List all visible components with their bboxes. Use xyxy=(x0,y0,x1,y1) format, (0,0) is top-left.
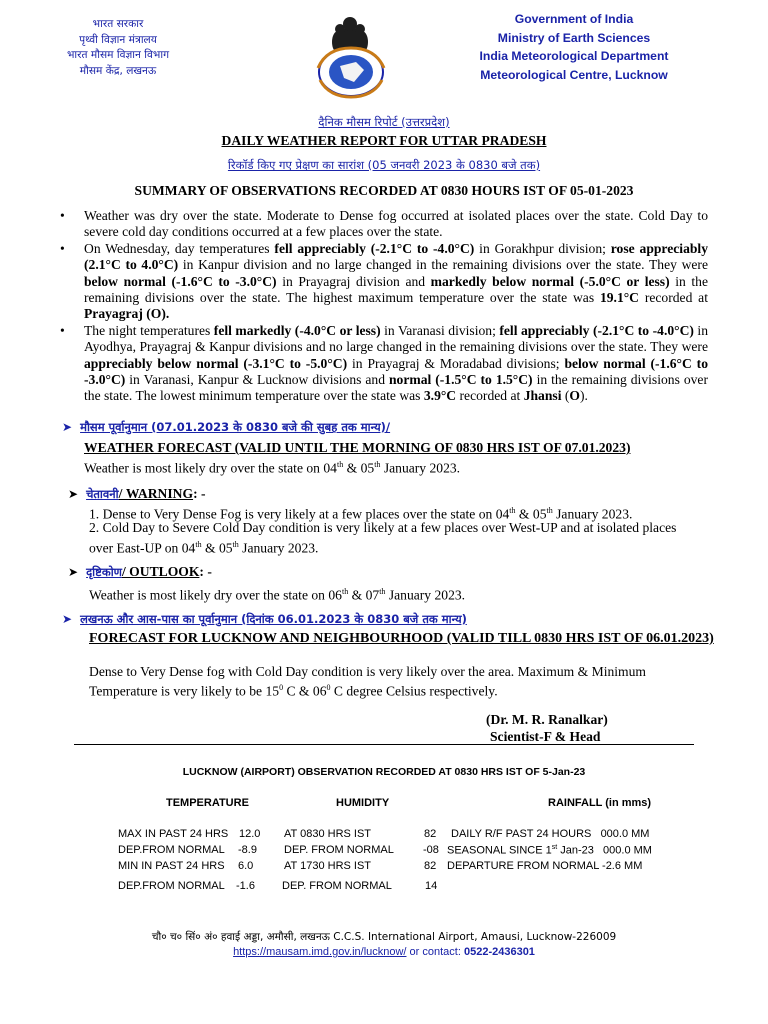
text: 1. Dense to Very Dense Fog is very likely at a few places over the state on 04 xyxy=(89,506,510,522)
rainfall-daily: DAILY R/F PAST 24 HOURS 000.0 MM xyxy=(451,828,650,840)
warning-line-2b xyxy=(89,537,318,557)
text: SEASONAL SINCE 1 xyxy=(447,844,552,857)
bullet-text: in Varanasi, Kanpur & Lucknow divisions and xyxy=(125,372,389,388)
bullet-text: in the remaining divisions over the state. The lowest minimum temperature over the state was xyxy=(84,372,708,404)
bullet-text: in the remaining divisions over the state. The highest maximum temperature over the state was xyxy=(84,273,708,306)
bullet-text: in Varanasi division; xyxy=(380,322,500,338)
humidity-value: -08 xyxy=(423,844,439,856)
bullet-bold: appreciably below normal (-3.1°C to -5.0°C) xyxy=(84,355,348,371)
outlook-text xyxy=(89,584,465,604)
humidity-value: 14 xyxy=(425,880,438,892)
temp-label: MIN IN PAST 24 HRS xyxy=(118,860,225,872)
temp-value: 6.0 xyxy=(238,860,254,872)
outlook-hindi: दृष्टिकोण xyxy=(86,565,122,579)
bullet-text: in Kanpur division and no large changed in the remaining divisions over the state. They were xyxy=(178,257,708,273)
bullet-bold: fell appreciably (-2.1°C to -4.0°C) xyxy=(499,322,694,338)
arrow-bullet-icon: ➤ xyxy=(62,612,73,626)
english-header xyxy=(462,10,686,84)
humidity-label: DEP. FROM NORMAL xyxy=(284,844,394,856)
hindi-report-title: दैनिक मौसम रिपोर्ट (उत्तरप्रदेश) xyxy=(318,115,450,129)
temp-label: DEP.FROM NORMAL xyxy=(118,880,225,892)
warning-suffix: : - xyxy=(193,486,206,501)
humidity-value: 82 xyxy=(424,860,437,872)
english-header-line: India Meteorological Department xyxy=(479,49,669,63)
text: C degree Celsius respectively. xyxy=(330,683,498,699)
temp-value: 12.0 xyxy=(239,828,261,840)
humidity-label: DEP. FROM NORMAL xyxy=(282,880,392,892)
rainfall-departure: DEPARTURE FROM NORMAL -2.6 MM xyxy=(447,860,643,872)
temp-label: MAX IN PAST 24 HRS xyxy=(118,828,229,840)
lucknow-hindi-text: लखनऊ और आस-पास का पूर्वानुमान (दिनांक 06.01.2023 के 0830 बजे तक मान्य) xyxy=(80,612,467,626)
bullet-bold: Jhansi xyxy=(523,388,562,404)
footer-contact xyxy=(0,946,768,958)
bullet-text: recorded at xyxy=(639,290,708,306)
sup: th xyxy=(509,506,516,515)
observation-title: LUCKNOW (AIRPORT) OBSERVATION RECORDED AT 0830 HRS IST OF 5-Jan-23 xyxy=(182,766,586,778)
warning-line-2a: 2. Cold Day to Severe Cold Day condition is very likely at a few places over West-UP and at isolated places xyxy=(89,520,677,535)
summary-title: SUMMARY OF OBSERVATIONS RECORDED AT 0830 HOURS IST OF 05-01-2023 xyxy=(134,183,634,198)
english-header-line: Meteorological Centre, Lucknow xyxy=(480,67,668,82)
text: & 05 xyxy=(343,460,375,476)
signature-name: (Dr. M. R. Ranalkar) xyxy=(486,712,608,727)
text: C & 06 xyxy=(283,683,327,699)
bullet-bold: 3.9°C xyxy=(423,388,457,404)
lucknow-hindi-heading xyxy=(62,612,467,627)
text: & 07 xyxy=(348,587,380,603)
bullet-bold: markedly below normal (-5.0°C or less) xyxy=(430,273,670,289)
english-header-line: Government of India xyxy=(514,12,634,26)
bullet-bold: fell markedly (-4.0°C or less) xyxy=(213,322,381,338)
humidity-value: 82 xyxy=(424,828,437,840)
outlook-heading xyxy=(68,564,212,580)
forecast-text xyxy=(84,457,460,477)
text: January 2023. xyxy=(238,540,319,556)
sup: th xyxy=(195,540,202,549)
website-link[interactable]: https://mausam.imd.gov.in/lucknow/ xyxy=(233,946,407,958)
text: Weather is most likely dry over the state on 06 xyxy=(89,587,342,603)
sup: th xyxy=(379,587,386,596)
text: & 05 xyxy=(515,506,547,522)
sup: th xyxy=(374,460,381,469)
contact-label: or contact: xyxy=(406,946,464,958)
temp-value: -8.9 xyxy=(238,844,257,856)
sup: 0 xyxy=(326,683,331,692)
bullet-text: in Prayagraj & Moradabad divisions; xyxy=(347,355,565,371)
humidity-label: AT 1730 HRS IST xyxy=(284,860,372,872)
bullet-bold: fell appreciably (-2.1°C to -4.0°C) xyxy=(274,240,475,256)
hindi-header-line: मौसम केंद्र, लखनऊ xyxy=(79,64,157,77)
rainfall-seasonal xyxy=(447,844,652,857)
hindi-header-line: पृथ्वी विज्ञान मंत्रालय xyxy=(79,33,157,46)
imd-logo-icon xyxy=(306,40,396,100)
hindi-header-line: भारत मौसम विज्ञान विभाग xyxy=(66,49,170,62)
bullet-item xyxy=(60,323,708,405)
bullet-text: ). xyxy=(579,388,588,404)
signature-title: Scientist-F & Head xyxy=(490,729,601,744)
text: January 2023. xyxy=(380,460,461,476)
text: & 05 xyxy=(201,540,233,556)
forecast-hindi-heading xyxy=(62,420,390,435)
footer-address: चौ० च० सिं० अं० हवाई अड्डा, अमौसी, लखनऊ C.C.S. International Airport, Amausi, Lucknow-226009 xyxy=(151,931,617,943)
text: January 2023. xyxy=(552,506,633,522)
arrow-bullet-icon: ➤ xyxy=(68,487,79,501)
sup: th xyxy=(232,540,239,549)
bullet-bold: below normal (-1.6°C to -3.0°C) xyxy=(84,273,277,289)
lucknow-forecast-line-2 xyxy=(89,680,498,700)
bullet-bold: Prayagraj (O). xyxy=(84,306,170,322)
warning-label: / WARNING xyxy=(118,486,194,501)
warning-heading xyxy=(68,486,206,502)
arrow-bullet-icon: ➤ xyxy=(68,565,79,579)
text: Temperature is very likely to be 15 xyxy=(89,683,280,699)
outlook-label: / OUTLOOK xyxy=(122,564,200,579)
sup: th xyxy=(336,460,344,469)
observation-bullets xyxy=(60,208,708,405)
english-header-line: Ministry of Earth Sciences xyxy=(497,30,651,45)
temperature-header: TEMPERATURE xyxy=(166,797,249,809)
text: over East-UP on 04 xyxy=(89,540,196,556)
text: Jan-23 000.0 MM xyxy=(557,844,652,857)
bullet-item xyxy=(60,241,708,323)
phone-number: 0522-2436301 xyxy=(463,946,535,958)
bullet-text: in Gorakhpur division; xyxy=(474,240,611,256)
hindi-summary-title: रिकॉर्ड किए गए प्रेक्षण का सारांश (05 जनवरी 2023 के 0830 बजे तक) xyxy=(227,158,541,172)
forecast-title: WEATHER FORECAST (VALID UNTIL THE MORNING OF 0830 HRS IST OF 07.01.2023) xyxy=(84,440,631,455)
bullet-text: in Ayodhya, Prayagraj & Kanpur divisions and no large changed in the remaining divisions over the state. They were xyxy=(84,322,709,355)
forecast-hindi-text: मौसम पूर्वानुमान (07.01.2023 के 0830 बजे की सुबह तक मान्य)/ xyxy=(80,420,391,434)
temp-label: DEP.FROM NORMAL xyxy=(118,844,225,856)
bullet-bold: 19.1°C xyxy=(599,290,639,306)
temp-value: -1.6 xyxy=(236,880,255,892)
hindi-header-line: भारत सरकार xyxy=(92,18,144,30)
outlook-suffix: : - xyxy=(199,564,212,579)
text: January 2023. xyxy=(385,587,466,603)
bullet-text: Weather was dry over the state. Moderate to Dense fog occurred at isolated places over the state. Cold Day to severe cold day conditions occurred at a few places over the state. xyxy=(84,208,708,240)
lucknow-forecast-line-1: Dense to Very Dense fog with Cold Day condition is very likely over the area. Maximum & Minimum xyxy=(89,664,646,679)
arrow-bullet-icon: ➤ xyxy=(62,420,73,434)
divider xyxy=(74,744,694,745)
lucknow-forecast-title: FORECAST FOR LUCKNOW AND NEIGHBOURHOOD (VALID TILL 0830 HRS IST OF 06.01.2023) xyxy=(89,631,714,646)
rainfall-header: RAINFALL (in mms) xyxy=(548,797,652,809)
humidity-header: HUMIDITY xyxy=(336,797,390,809)
sup: 0 xyxy=(279,683,284,692)
bullet-bold: rose appreciably (2.1°C to 4.0°C) xyxy=(84,240,708,273)
text: Weather is most likely dry over the state on 04 xyxy=(84,460,337,476)
warning-hindi: चेतावनी xyxy=(86,487,119,501)
bullet-bold: normal (-1.5°C to 1.5°C) xyxy=(389,372,533,388)
humidity-label: AT 0830 HRS IST xyxy=(284,828,372,840)
bullet-bold: below normal (-1.6°C to -3.0°C) xyxy=(84,355,708,388)
sup: th xyxy=(546,506,553,515)
sup: st xyxy=(551,844,558,851)
sup: th xyxy=(341,587,349,596)
bullet-item xyxy=(60,208,708,241)
bullet-text: recorded at xyxy=(456,388,524,404)
bullet-text: The night temperatures xyxy=(84,322,214,338)
bullet-bold: O xyxy=(569,388,580,404)
report-title: DAILY WEATHER REPORT FOR UTTAR PRADESH xyxy=(221,133,547,148)
bullet-text: ( xyxy=(561,388,570,404)
bullet-text: On Wednesday, day temperatures xyxy=(84,240,275,256)
hindi-header xyxy=(52,17,184,79)
bullet-text: in Prayagraj division and xyxy=(276,273,431,289)
